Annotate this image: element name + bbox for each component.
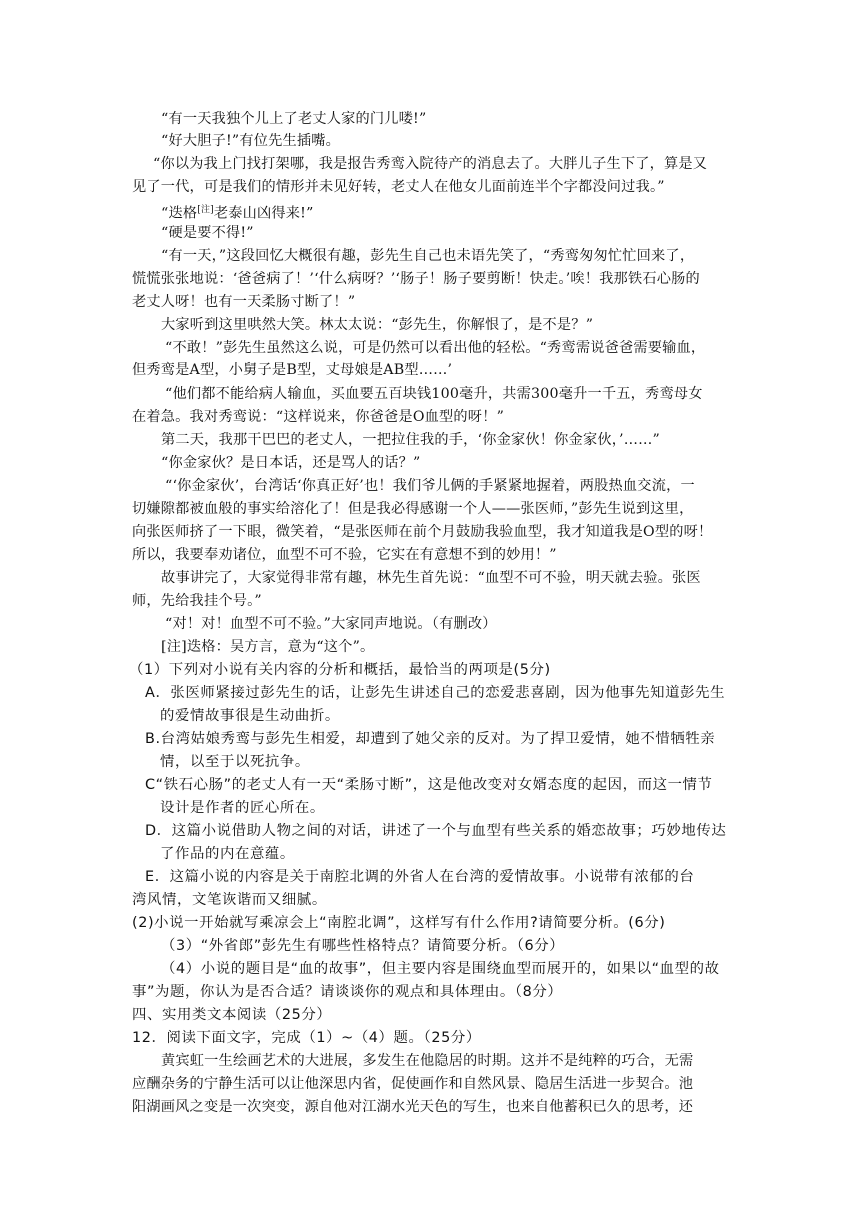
- story-paragraph: 切嫌隙都被血般的事实给溶化了！但是我必得感谢一个人——张医师，”彭先生说到这里，: [132, 501, 694, 517]
- option-b: 情，以至于以死抗争。: [160, 754, 310, 770]
- reading-text: 应酬杂务的宁静生活可以让他深思内省，促使画作和自然风景、隐居生活进一步契合。池: [132, 1076, 694, 1092]
- question-4: 事”为题，你认为是否合适？请谈谈你的观点和具体理由。（8分）: [132, 984, 563, 1000]
- story-paragraph: 师，先给我挂个号。”: [132, 593, 262, 609]
- option-d: 了作品的内在意蕴。: [160, 846, 295, 862]
- story-paragraph: 老丈人呀！也有一天柔肠寸断了！”: [132, 294, 356, 310]
- story-paragraph: “有一天我独个儿上了老丈人家的门儿喽!”: [161, 111, 427, 127]
- footnote-marker: [注]: [197, 205, 214, 215]
- question-2: (2)小说一开始就写乘凉会上“南腔北调”，这样写有什么作用?请简要分析。(6分): [132, 915, 666, 931]
- story-paragraph: “对！对！血型不可不验。”大家同声地说。（有删改）: [165, 616, 497, 632]
- story-paragraph: “你金家伙？是日本话，还是骂人的话？”: [161, 455, 421, 471]
- story-paragraph: 向张医师挤了一下眼，微笑着，“是张医师在前个月鼓励我验血型，我才知道我是O型的呀！: [132, 524, 713, 540]
- option-a: A．张医师紧接过彭先生的话，让彭先生讲述自己的恋爱悲喜剧，因为他事先知道彭先生: [145, 685, 726, 701]
- story-paragraph: 在着急。我对秀鸾说：“这样说来，你爸爸是O血型的呀！”: [132, 409, 505, 425]
- question-1: （1）下列对小说有关内容的分析和概括，最恰当的两项是(5分): [129, 662, 551, 678]
- story-paragraph: 所以，我要奉劝诸位，血型不可不验，它实在有意想不到的妙用！”: [132, 547, 557, 563]
- option-a: 的爱情故事很是生动曲折。: [160, 708, 340, 724]
- story-paragraph: 第二天，我那干巴巴的老丈人，一把拉住我的手，‘你金家伙！你金家伙，’……”: [161, 432, 660, 448]
- story-paragraph: “不敢！”彭先生虽然这么说，可是仍然可以看出他的轻松。“秀鸾需说爸爸需要输血，: [165, 340, 706, 356]
- story-paragraph: 故事讲完了，大家觉得非常有趣，林先生首先说：“血型不可不验，明天就去验。张医: [161, 570, 701, 586]
- story-paragraph: “他们都不能给病人输血，买血要五百块钱100毫升，共需300毫升一千五，秀鸾母女: [165, 386, 703, 402]
- question-4: （4）小说的题目是“血的故事”，但主要内容是围绕血型而展开的，如果以“血型的故: [161, 961, 720, 977]
- section-heading: 四、实用类文本阅读（25分）: [132, 1007, 332, 1023]
- footnote: [注]迭格：吴方言，意为“这个”。: [161, 639, 375, 655]
- story-paragraph: “‘你金家伙’，台湾话‘你真正好’也！我们爷儿俩的手紧紧地握着，两股热血交流，一: [165, 478, 695, 494]
- story-paragraph: “你以为我上门找打架哪，我是报告秀鸾入院待产的消息去了。大胖儿子生下了，算是又: [153, 156, 708, 172]
- story-paragraph: “有一天，”这段回忆大概很有趣，彭先生自己也未语先笑了，“秀鸾匆匆忙忙回来了，: [161, 248, 695, 264]
- option-e: E．这篇小说的内容是关于南腔北调的外省人在台湾的爱情故事。小说带有浓郁的台: [145, 869, 695, 885]
- story-paragraph: 慌慌张张地说：‘爸爸病了！’‘什么病呀？’‘肠子！肠子要剪断！快走。’唉！我那铁石心肠的: [132, 271, 700, 287]
- reading-text: 黄宾虹一生绘画艺术的大进展，多发生在他隐居的时期。这并不是纯粹的巧合，无需: [161, 1053, 694, 1069]
- story-paragraph: 见了一代，可是我们的情形并未见好转，老丈人在他女儿面前连半个字都没问过我。”: [132, 179, 665, 195]
- reading-text: 阳湖画风之变是一次突变，源自他对江湖水光天色的写生，也来自他蓄积已久的思考，还: [132, 1099, 694, 1115]
- option-d: D．这篇小说借助人物之间的对话，讲述了一个与血型有些关系的婚恋故事；巧妙地传达: [145, 823, 727, 839]
- story-paragraph: “硬是要不得!”: [161, 225, 254, 241]
- story-paragraph: “好大胆子!”有位先生插嘴。: [161, 133, 341, 149]
- option-e: 湾风情，文笔诙谐而又细腻。: [132, 892, 327, 908]
- option-c: C“铁石心肠”的老丈人有一天“柔肠寸断”，这是他改变对女婿态度的起因，而这一情节: [145, 777, 713, 793]
- question-3: （3）“外省郎”彭先生有哪些性格特点？请简要分析。（6分）: [161, 938, 565, 954]
- story-paragraph: 但秀鸾是A型，小舅子是B型，丈母娘是AB型……’: [132, 362, 453, 378]
- story-paragraph: “迭格[注]老泰山凶得来!”: [161, 205, 314, 222]
- option-b: B.台湾姑娘秀鸾与彭先生相爱，却遭到了她父亲的反对。为了捍卫爱情，她不惜牺牲亲: [145, 731, 716, 747]
- question-12: 12．阅读下面文字，完成（1）~（4）题。（25分）: [132, 1030, 481, 1046]
- story-paragraph: 大家听到这里哄然大笑。林太太说：“彭先生，你解恨了，是不是？”: [161, 317, 594, 333]
- option-c: 设计是作者的匠心所在。: [160, 800, 325, 816]
